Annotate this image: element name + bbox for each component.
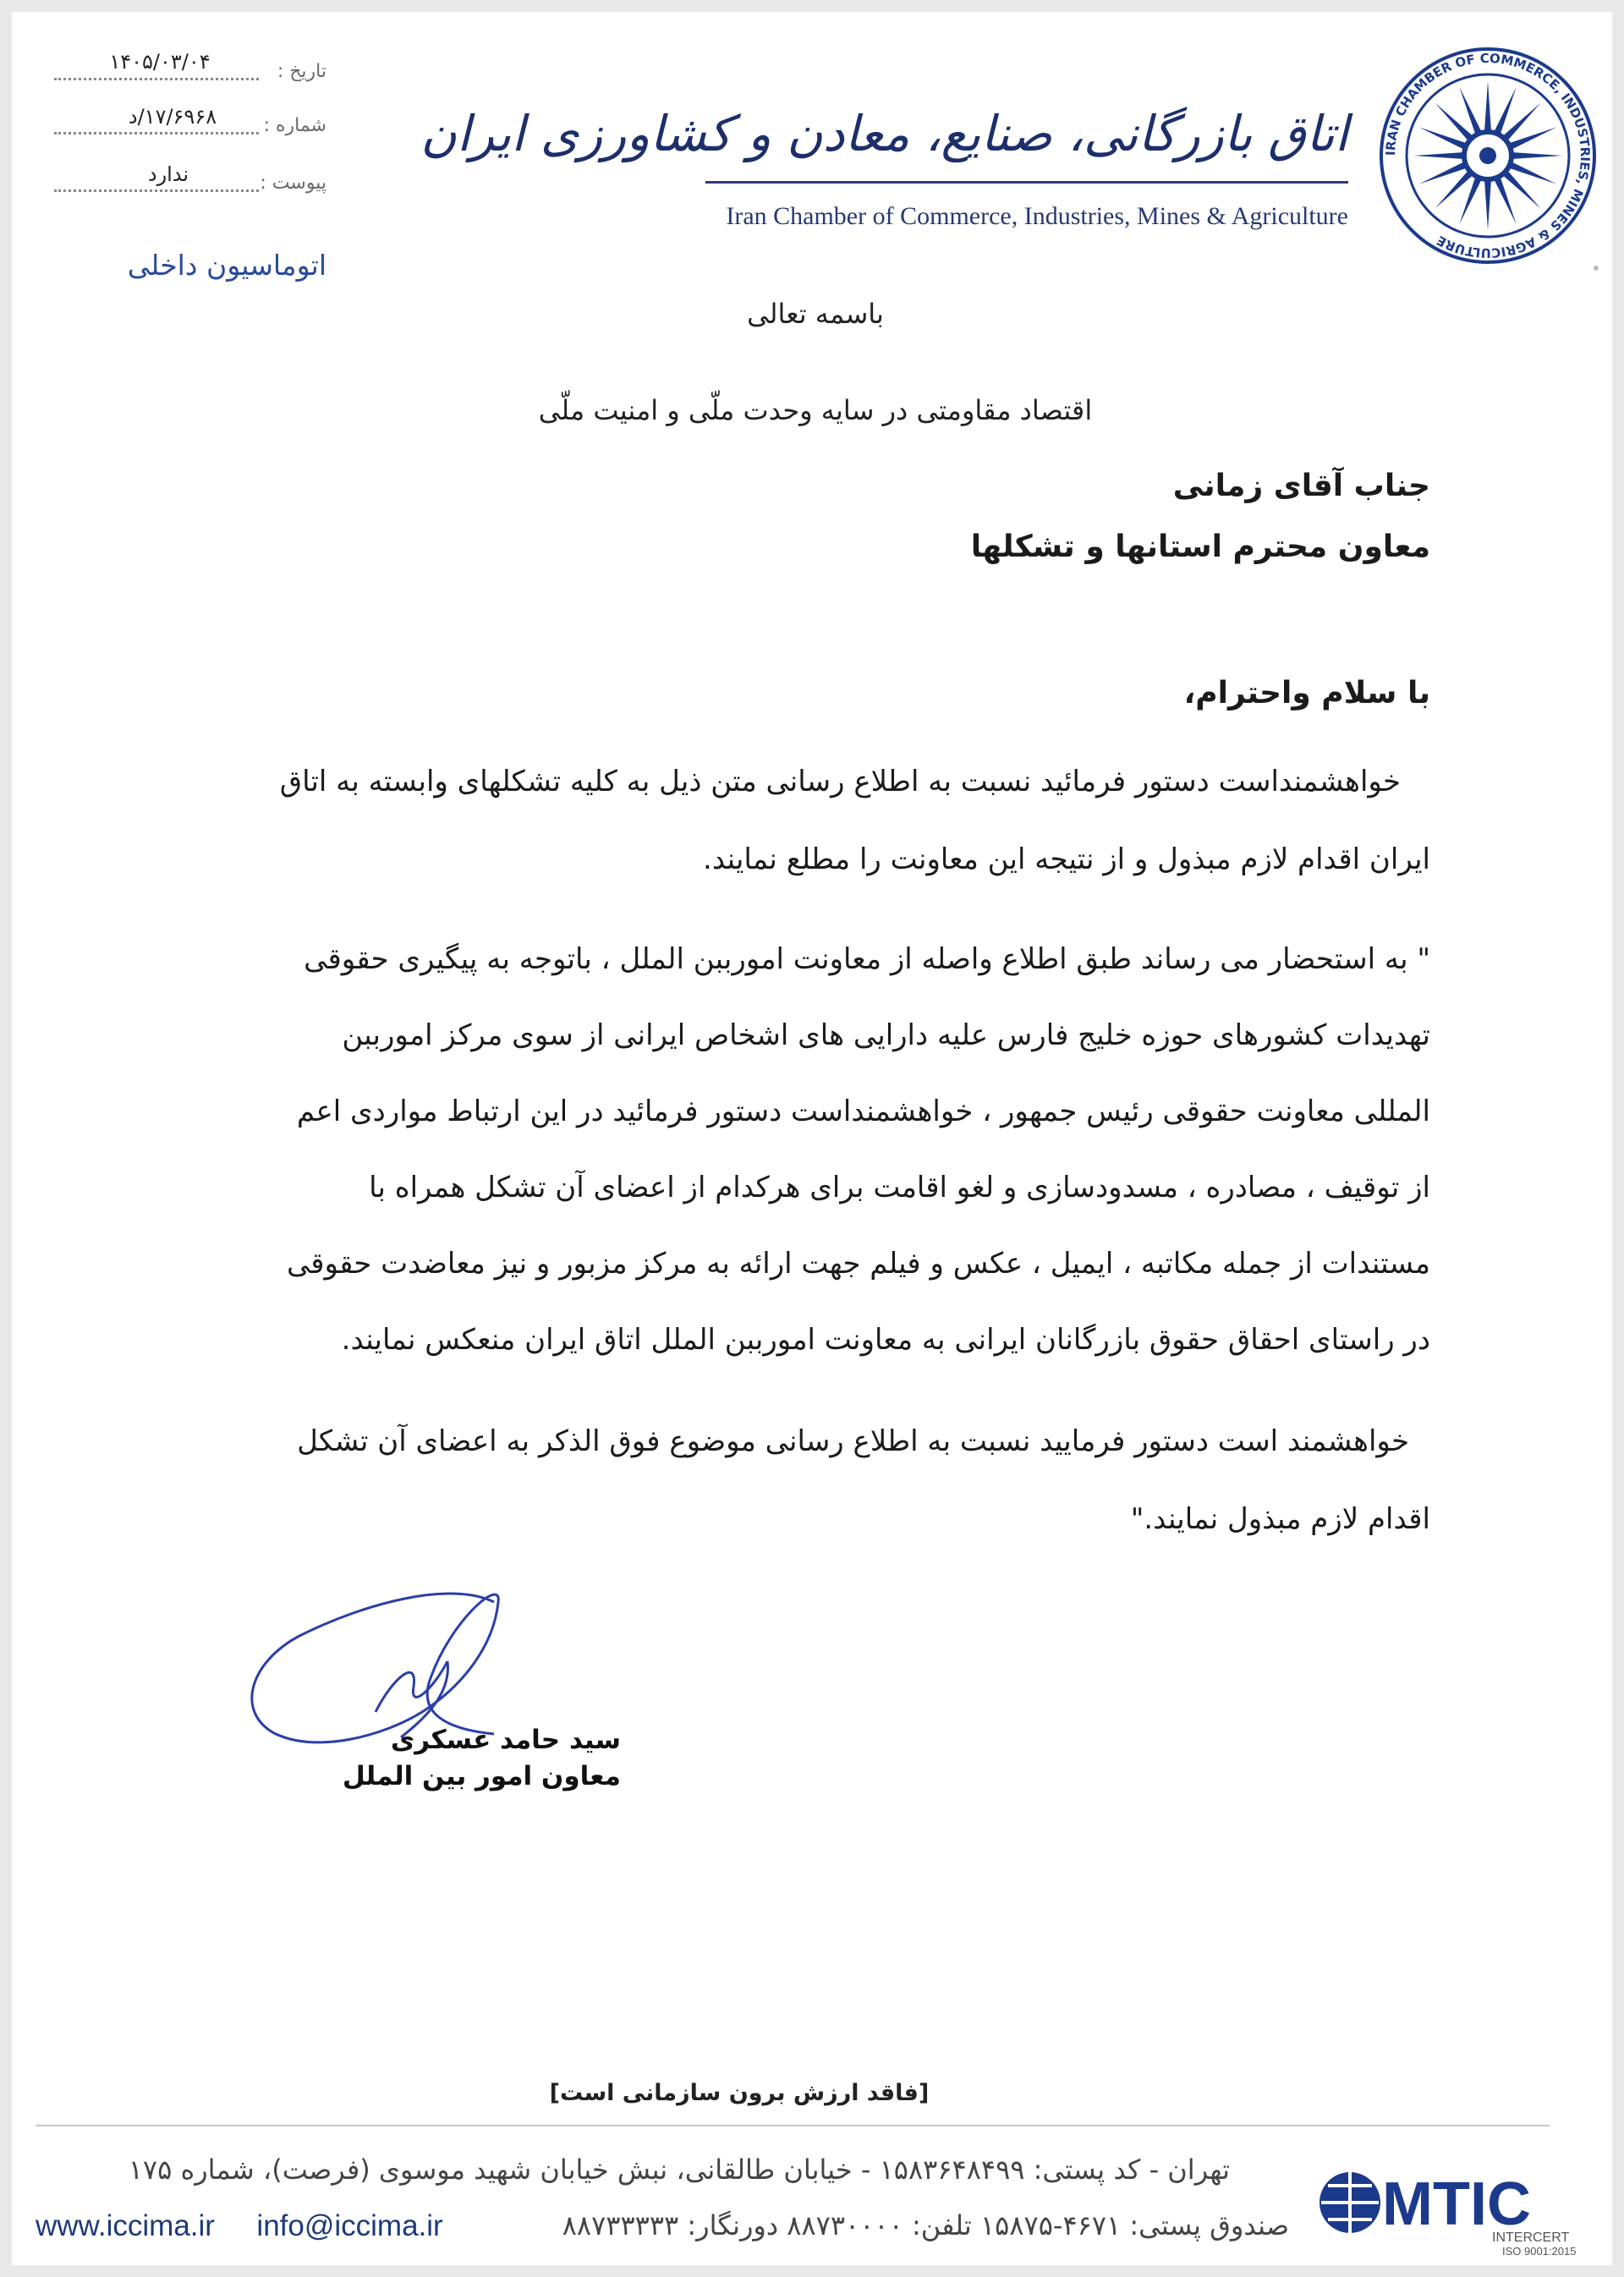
attachment-label: پیوست : [260, 173, 326, 194]
svg-text:IRAN CHAMBER OF COMMERCE, INDU: IRAN CHAMBER OF COMMERCE, INDUSTRIES, MINES & AGRICULTURE [1382, 50, 1594, 261]
website-link[interactable]: www.iccima.ir [36, 2209, 215, 2242]
attachment-value: ندارد [147, 162, 189, 186]
date-value: ۱۴۰۵/۰۳/۰۴ [109, 50, 211, 74]
paragraph-2-line: مستندات از جمله مکاتبه ، ایمیل ، عکس و فیلم جهت ارائه به مرکز مزبور و نیز معاضدت حقوقی [286, 1247, 1430, 1281]
paragraph-1-line: ایران اقدام لازم مبذول و از نتیجه این معاونت را مطلع نمایند. [703, 842, 1430, 876]
chamber-emblem-logo [1365, 41, 1610, 270]
letter-page [12, 12, 1612, 2265]
paragraph-2-line: " به استحضار می رساند طبق اطلاع واصله از معاونت امورببن الملل ، باتوجه به پیگیری حقوقی [304, 942, 1430, 976]
attachment-dots [54, 189, 259, 192]
paragraph-3-line: خواهشمند است دستور فرمایید نسبت به اطلاع رسانی موضوع فوق الذکر به اعضای آن تشکل [297, 1424, 1409, 1458]
svg-text:INTERCERT: INTERCERT [1492, 2230, 1570, 2245]
svg-text:ISO 9001:2015: ISO 9001:2015 [1502, 2245, 1577, 2258]
date-dots [54, 78, 259, 80]
number-dots [54, 132, 259, 134]
chamber-name-persian: اتاق بازرگانی، صنایع، معادن و کشاورزی ایران [420, 105, 1348, 162]
department-label: اتوماسیون داخلی [127, 249, 326, 282]
internal-use-note: [فاقد ارزش برون سازمانی است] [549, 2080, 930, 2106]
number-value: ۱۷/۶۹۶۸/د [128, 105, 217, 129]
paragraph-2-line: از توقیف ، مصادره ، مسدودسازی و لغو اقامت برای هرکدام از اعضای آن تشکل همراه با [369, 1171, 1430, 1204]
footer-divider [36, 2125, 1550, 2126]
paragraph-2-line: در راستای احقاق حقوق بازرگانان ایرانی به معاونت امورببن الملل اتاق ایران منعکس نمایند. [341, 1323, 1430, 1357]
signer-name: سید حامد عسکری [390, 1725, 621, 1755]
footer-web [36, 2209, 543, 2243]
email-link[interactable]: info@iccima.ir [256, 2209, 443, 2242]
basmala: باسمه تعالی [747, 298, 884, 330]
header-dot [1594, 266, 1599, 271]
paragraph-3-line: اقدام لازم مبذول نمایند." [1130, 1502, 1430, 1536]
number-label: شماره : [263, 115, 326, 136]
signer-title: معاون امور بین الملل [342, 1761, 621, 1791]
paragraph-1-line: خواهشمنداست دستور فرمائید نسبت به اطلاع رسانی متن ذیل به کلیه تشکلهای وابسته به اتاق [279, 765, 1401, 798]
svg-text:MTIC: MTIC [1382, 2170, 1531, 2238]
chamber-name-english: Iran Chamber of Commerce, Industries, Mines & Agriculture [726, 202, 1348, 230]
header-divider [705, 181, 1348, 184]
paragraph-2-line: المللی معاونت حقوقی رئیس جمهور ، خواهشمنداست دستور فرمائید در این ارتباط مواردی اعم [296, 1095, 1430, 1128]
national-motto: اقتصاد مقاومتی در سایه وحدت ملّی و امنیت ملّی [538, 394, 1093, 426]
date-label: تاریخ : [277, 61, 326, 82]
mtic-certification-logo [1314, 2160, 1594, 2262]
footer-address: تهران - کد پستی: ۱۵۸۳۶۴۸۴۹۹ - خیابان طالقانی، نبش خیابان شهید موسوی (فرصت)، شماره ۱۷۵ [128, 2154, 1230, 2186]
addressee-title: معاون محترم استانها و تشکلها [970, 529, 1430, 564]
footer-contact: صندوق پستی: ۴۶۷۱-۱۵۸۷۵ تلفن: ۸۸۷۳۰۰۰۰ دورنگار: ۸۸۷۳۳۳۳۳ [562, 2209, 1289, 2241]
addressee-name: جناب آقای زمانی [1172, 469, 1430, 503]
paragraph-2-line: تهدیدات کشورهای حوزه خلیج فارس علیه دارایی های اشخاص ایرانی از سوی مرکز امورببن [342, 1018, 1430, 1052]
greeting: با سلام واحترام، [1183, 676, 1430, 711]
